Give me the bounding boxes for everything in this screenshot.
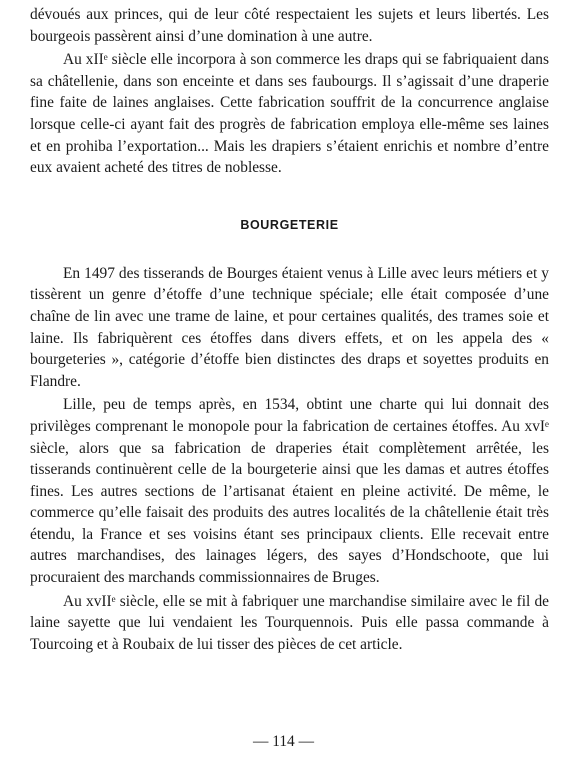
page-body bbox=[30, 4, 549, 655]
intro-paragraph-2: Au xIIᵉ siècle elle incorpora à son commerce les draps qui se fabriquaient dans sa châtellenie, dans son enceinte et dans ses faubourgs. Il s’agissait d’une draperie fine faite de laines anglaises. Cette fabrication souffrit de la concurrence anglaise lorsque celle-ci ayant fait des progrès de fabrication employa elle-même ses laines et en prohiba l’exportation... Mais les drapiers s’étaient enrichis et nombre d’entre eux avaient acheté des titres de noblesse. bbox=[30, 51, 549, 177]
section-paragraph-3: Au xvIIᵉ siècle, elle se mit à fabriquer une marchandise similaire avec le fil de laine sayette que lui vendaient les Tourquennois. Puis elle passa commande à Tourcoing et à Roubaix de lui tisser des pièces de cet article. bbox=[30, 592, 549, 653]
page-number: — 114 — bbox=[253, 733, 314, 750]
section-heading: BOURGETERIE bbox=[240, 217, 339, 232]
section-paragraph-1: En 1497 des tisserands de Bourges étaient venus à Lille avec leurs métiers et y tissèrent un genre d’étoffe d’une technique spéciale; elle était composée d’une chaîne de lin avec une trame de laine, et pour certaines qualités, des trames soie et laine. Ils fabriquèrent ces étoffes dans divers effets, et on les appela des « bourgeteries », catégorie d’étoffe bien distinctes des draps et soyettes produits en Flandre. bbox=[30, 264, 549, 390]
section-paragraph-2: Lille, peu de temps après, en 1534, obtint une charte qui lui donnait des privilèges comprenant le monopole pour la fabrication de certaines étoffes. Au xvIᵉ siècle, alors que sa fabrication de draperies était complètement arrêtée, les tisserands continuèrent celle de la bourgeterie ainsi que les damas et autres étoffes fines. Les autres sections de l’artisanat étaient en pleine activité. De même, le commerce qu’elle faisait des produits des autres localités de la châtellenie était très étendu, la France et ses voisins étant ses principaux clients. Elle recevait entre autres marchandises, des lainages légers, des sayes d’Hondschoote, que lui procuraient des marchands commissionnaires de Bruges. bbox=[30, 396, 549, 587]
intro-paragraph-1: dévoués aux princes, qui de leur côté respectaient les sujets et leurs libertés. Les bourgeois passèrent ainsi d’une domination à une autre. bbox=[30, 6, 549, 45]
